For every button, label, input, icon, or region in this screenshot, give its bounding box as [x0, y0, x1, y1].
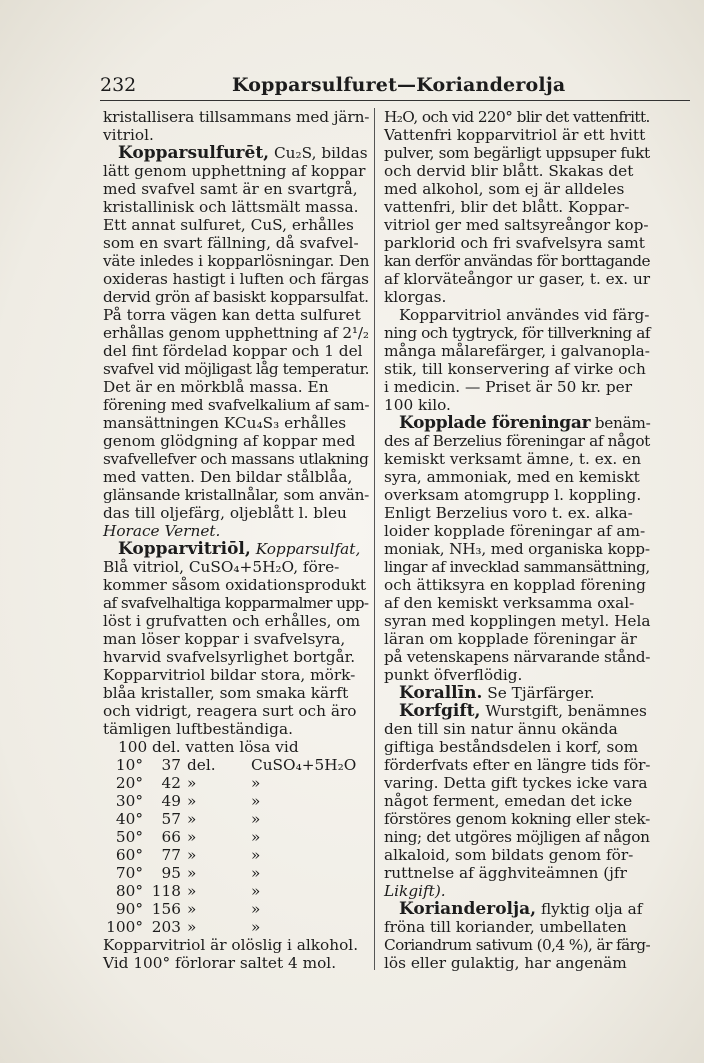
text-line: overksam atomgrupp l. koppling. — [384, 486, 642, 504]
entry-headword: Kopparvitriōl, — [118, 539, 251, 559]
text-line: förstöres genom kokning eller stek- — [384, 810, 651, 828]
text-line: af svafvelhaltiga kopparmalmer upp- — [103, 594, 369, 612]
text-line: Cu₂S, bildas — [273, 144, 368, 162]
page-number: 232 — [100, 74, 137, 96]
text-line: del fint fördelad koppar och 1 del — [103, 342, 363, 360]
table-cell: 95 — [161, 864, 181, 882]
text-line: Horace Vernet. — [103, 522, 221, 540]
solubility-table — [103, 756, 369, 936]
text-line: parklorid och fri svafvelsyra samt — [384, 234, 645, 252]
text-line: Enligt Berzelius voro t. ex. alka- — [384, 504, 633, 522]
text-line: i medicin. — Priset är 50 kr. per — [384, 378, 633, 396]
table-cell: » — [251, 918, 261, 936]
text-line: stik, till konservering af virke och — [384, 360, 646, 378]
text-line: lös eller gulaktig, har angenäm — [384, 954, 627, 972]
text-line: Blå vitriol, CuSO₄+5H₂O, före- — [103, 558, 340, 576]
entry-headword: Korianderolja, — [399, 899, 537, 919]
table-cell: » — [187, 882, 197, 900]
paragraph-vitriol-uses — [384, 306, 650, 414]
text-line: med vatten. Den bildar stålblåa, — [103, 468, 353, 486]
text-line: H₂O, och vid 220° blir det vattenfritt. — [384, 108, 650, 126]
table-cell: 100° — [106, 918, 143, 936]
text-line: man löser koppar i svafvelsyra, — [103, 630, 346, 648]
table-cell: del. — [187, 756, 216, 774]
table-row — [103, 828, 369, 846]
text-line: kan derför användas för borttagande — [384, 252, 650, 270]
table-cell: » — [187, 774, 197, 792]
text-line: kristallisera tillsammans med järn- — [103, 108, 370, 126]
text-line: das till oljefärg, oljeblått l. bleu — [103, 504, 347, 522]
text-line: ning och tygtryck, för tillverkning af — [384, 324, 651, 342]
text-line: erhållas genom upphettning af 2¹/₂ — [103, 324, 369, 342]
table-cell: 40° — [115, 810, 143, 828]
text-line: Ett annat sulfuret, CuS, erhålles — [103, 216, 354, 234]
table-cell: » — [251, 846, 261, 864]
table-cell: 80° — [115, 882, 143, 900]
entry-korfgift — [384, 702, 650, 900]
right-column — [384, 108, 650, 972]
text-line: och ättiksyra en kopplad förening — [384, 576, 646, 594]
table-cell: 30° — [115, 792, 143, 810]
text-line: 100 del. vatten lösa vid — [118, 738, 299, 756]
text-line: den till sin natur ännu okända — [384, 720, 618, 738]
text-line: väte inledes i kopparlösningar. Den — [103, 252, 370, 270]
text-line: ning; det utgöres möjligen af någon — [384, 828, 650, 846]
text-line: Vid 100° förlorar saltet 4 mol. — [103, 954, 337, 972]
text-line: på vetenskapens närvarande stånd- — [384, 648, 651, 666]
table-cell: » — [251, 900, 261, 918]
table-row — [103, 864, 369, 882]
table-cell: 37 — [161, 756, 181, 774]
text-line: des af Berzelius föreningar af något — [384, 432, 650, 450]
text-line: oxideras hastigt i luften och färgas — [103, 270, 369, 288]
table-row — [103, 774, 369, 792]
entry-kopparsulfuret — [103, 144, 369, 540]
left-column — [103, 108, 369, 972]
text-line: dervid grön af basiskt kopparsulfat. — [103, 288, 369, 306]
text-line: Wurstgift, benämnes — [485, 702, 647, 720]
text-line: och dervid blir blått. Skakas det — [384, 162, 634, 180]
text-line: moniak, NH₃, med organiska kopp- — [384, 540, 650, 558]
text-line: som en svart fällning, då svafvel- — [103, 234, 359, 252]
text-line: löst i grufvatten och erhålles, om — [103, 612, 361, 630]
text-line: Kopparvitriol bildar stora, mörk- — [103, 666, 356, 684]
text-line: Det är en mörkblå massa. En — [103, 378, 329, 396]
column-divider — [374, 108, 375, 970]
paragraph-vitriol-end — [103, 108, 369, 144]
table-cell: 42 — [161, 774, 181, 792]
text-line: Coriandrum sativum (0,4 %), är färg- — [384, 936, 651, 954]
text-line: Kopparsulfat, — [255, 540, 361, 558]
text-line: vitriol. — [103, 126, 154, 144]
text-line: varing. Detta gift tyckes icke vara — [384, 774, 648, 792]
text-line: lingar af invecklad sammansättning, — [384, 558, 650, 576]
text-line: mansättningen KCu₄S₃ erhålles — [103, 414, 347, 432]
paragraph-solubility-end — [103, 936, 369, 972]
text-line: af den kemiskt verksamma oxal- — [384, 594, 635, 612]
text-line: alkaloid, som bildats genom för- — [384, 846, 634, 864]
table-cell: » — [251, 792, 261, 810]
table-cell: » — [187, 900, 197, 918]
text-line: På torra vägen kan detta sulfuret — [103, 306, 361, 324]
text-line: blåa kristaller, som smaka kärft — [103, 684, 349, 702]
text-line: många målarefärger, i galvanopla- — [384, 342, 650, 360]
text-line: Kopparvitriol är olöslig i alkohol. — [103, 936, 359, 954]
text-line: punkt öfverflödig. — [384, 666, 523, 684]
entry-headword: Korallīn. — [399, 683, 483, 703]
header-rule — [100, 100, 690, 101]
text-line: tämligen luftbeständiga. — [103, 720, 293, 738]
table-cell: » — [251, 774, 261, 792]
table-cell: 57 — [161, 810, 181, 828]
text-line: genom glödgning af koppar med — [103, 432, 356, 450]
table-row — [103, 882, 369, 900]
table-cell: » — [187, 918, 197, 936]
table-cell: » — [187, 810, 197, 828]
table-row — [103, 792, 369, 810]
entry-korallin — [384, 684, 650, 702]
table-row — [103, 756, 369, 774]
table-row — [103, 846, 369, 864]
table-cell: » — [187, 864, 197, 882]
table-cell: 90° — [115, 900, 143, 918]
text-line: benäm- — [594, 414, 651, 432]
table-cell: » — [251, 810, 261, 828]
text-line: vitriol ger med saltsyreångor kop- — [384, 216, 649, 234]
text-line: glänsande kristallnålar, som använ- — [103, 486, 370, 504]
entry-headword: Kopplade föreningar — [399, 413, 591, 433]
entry-headword: Korfgift, — [399, 701, 481, 721]
table-cell: 50° — [115, 828, 143, 846]
table-cell: 49 — [161, 792, 181, 810]
entry-kopplade-foreningar — [384, 414, 650, 684]
text-line: syra, ammoniak, med en kemiskt — [384, 468, 640, 486]
table-row — [103, 918, 369, 936]
table-cell: 66 — [161, 828, 181, 846]
text-line: svafvellefver och massans utlakning — [103, 450, 369, 468]
table-cell: » — [251, 882, 261, 900]
text-line: kristallinisk och lättsmält massa. — [103, 198, 359, 216]
text-line: förening med svafvelkalium af sam- — [103, 396, 370, 414]
text-line: svafvel vid möjligast låg temperatur. — [103, 360, 370, 378]
text-line: 100 kilo. — [384, 396, 451, 414]
table-cell: 10° — [115, 756, 143, 774]
table-cell: » — [187, 828, 197, 846]
text-line: kommer såsom oxidationsprodukt — [103, 576, 367, 594]
text-line: kemiskt verksamt ämne, t. ex. en — [384, 450, 642, 468]
text-line: loider kopplade föreningar af am- — [384, 522, 646, 540]
text-line: Kopparvitriol användes vid färg- — [399, 306, 650, 324]
text-line: fröna till koriander, umbellaten — [384, 918, 627, 936]
table-cell: » — [251, 828, 261, 846]
text-line: förderfvats efter en längre tids för- — [384, 756, 651, 774]
table-cell: » — [251, 864, 261, 882]
text-line: något ferment, emedan det icke — [384, 792, 633, 810]
text-line: och vidrigt, reagera surt och äro — [103, 702, 357, 720]
table-cell: 203 — [151, 918, 181, 936]
text-line: syran med kopplingen metyl. Hela — [384, 612, 651, 630]
solubility-intro — [103, 738, 369, 756]
table-cell: 20° — [115, 774, 143, 792]
text-line: hvarvid svafvelsyrlighet bortgår. — [103, 648, 356, 666]
entry-headword: Kopparsulfurēt, — [118, 143, 270, 163]
entry-kopparvitriol — [103, 540, 369, 738]
text-line: vattenfri, blir det blått. Koppar- — [384, 198, 630, 216]
text-line: med svafvel samt är en svartgrå, — [103, 180, 358, 198]
table-cell: 118 — [151, 882, 181, 900]
table-cell: 70° — [115, 864, 143, 882]
table-cell: 156 — [151, 900, 181, 918]
text-line: ruttnelse af ägghviteämnen (jfr — [384, 864, 627, 882]
text-line: läran om kopplade föreningar är — [384, 630, 637, 648]
table-row — [103, 900, 369, 918]
text-line: lätt genom upphettning af koppar — [103, 162, 366, 180]
entry-korianderolja — [384, 900, 650, 972]
text-line: giftiga beståndsdelen i korf, som — [384, 738, 639, 756]
table-cell: » — [187, 846, 197, 864]
table-cell: 60° — [115, 846, 143, 864]
text-line: Vattenfri kopparvitriol är ett hvitt — [384, 126, 646, 144]
running-head: Kopparsulfuret—Korianderolja — [232, 74, 566, 96]
text-line: klorgas. — [384, 288, 447, 306]
table-cell: 77 — [161, 846, 181, 864]
paragraph-vitriol-continued — [384, 108, 650, 306]
table-row — [103, 810, 369, 828]
text-line: af klorväteångor ur gaser, t. ex. ur — [384, 270, 651, 288]
text-line: Likgift). — [384, 882, 446, 900]
text-line: flyktig olja af — [540, 900, 643, 918]
table-cell: CuSO₄+5H₂O — [251, 756, 357, 774]
text-line: pulver, som begärligt uppsuper fukt — [384, 144, 650, 162]
table-cell: » — [187, 792, 197, 810]
text-line: Se Tjärfärger. — [487, 684, 595, 702]
text-line: med alkohol, som ej är alldeles — [384, 180, 625, 198]
page-header — [100, 70, 690, 100]
